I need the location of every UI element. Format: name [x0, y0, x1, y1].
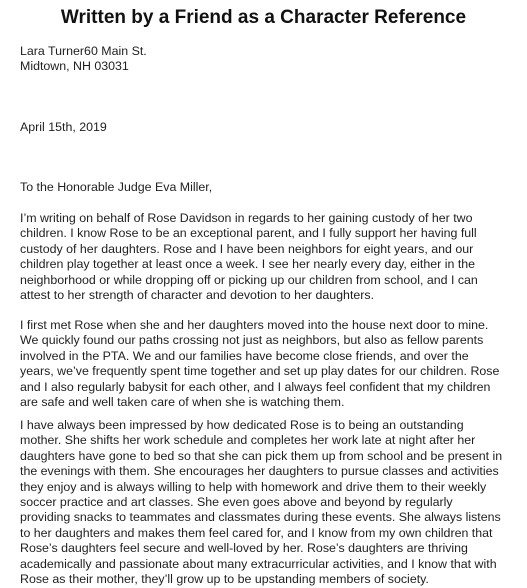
text-line: daughters have gone to bed so that she can pick them up from school and be present in	[20, 448, 503, 463]
paragraph-2	[20, 318, 520, 410]
address-line: Midtown, NH 03031	[20, 59, 129, 74]
text-line: they enjoy and is always willing to help with homework and drive them to their weekly	[20, 479, 487, 494]
text-line: neighborhood or while dropping off or picking up our children from school, and I can	[20, 272, 478, 287]
text-line: the evenings with them. She encourages her daughters to pursue classes and activities	[20, 464, 499, 479]
text-line: to her daughters and makes them feel cared for, and I know from my own children that	[20, 525, 493, 540]
text-line: mother. She shifts her work schedule and completes her work late at night after her	[20, 433, 476, 448]
text-line: children play together at least once a week. I see her nearly every day, either in the	[20, 257, 476, 272]
text-line: involved in the PTA. We and our families have become close friends, and over the	[20, 348, 469, 363]
paragraph-1	[20, 211, 520, 303]
text-line: We quickly found our paths crossing not just as neighbors, but also as fellow parents	[20, 333, 484, 348]
text-line: are safe and well taken care of when she is watching them.	[20, 395, 345, 410]
salutation: To the Honorable Judge Eva Miller,	[20, 180, 213, 194]
text-line: I have always been impressed by how dedicated Rose is to being an outstanding	[20, 418, 464, 432]
sender-address	[20, 44, 520, 75]
text-line: I’m writing on behalf of Rose Davidson in regards to her gaining custody of her two	[20, 211, 473, 225]
text-line: Rose as their mother, they’ll grow up to be upstanding members of society.	[20, 572, 429, 587]
text-line: I first met Rose when she and her daughters moved into the house next door to mine.	[20, 318, 489, 332]
text-line: children. I know Rose to be an exceptional parent, and I fully support her having full	[20, 226, 477, 241]
letter-date: April 15th, 2019	[20, 120, 107, 134]
text-line: attest to her strength of character and devotion to her daughters.	[20, 288, 375, 303]
text-line: Rose’s daughters feel secure and well-loved by her. Rose’s daughters are thriving	[20, 541, 468, 556]
address-line: Lara Turner60 Main St.	[20, 44, 147, 58]
text-line: providing snacks to teammates and classmates during these events. She always listens	[20, 510, 501, 525]
text-line: custody of her daughters. Rose and I have been neighbors for eight years, and our	[20, 241, 474, 256]
text-line: and I also regularly babysit for each other, and I always feel confident that my children	[20, 379, 491, 394]
document-title: Written by a Friend as a Character Reference	[60, 7, 467, 28]
text-line: soccer practice and art classes. She even goes above and beyond by regularly	[20, 495, 453, 510]
text-line: academically and passionate about many extracurricular activities, and I know that with	[20, 556, 497, 571]
paragraph-3	[20, 418, 520, 587]
text-line: years, we’ve frequently spent time together and set up play dates for our children. Rose	[20, 364, 500, 379]
